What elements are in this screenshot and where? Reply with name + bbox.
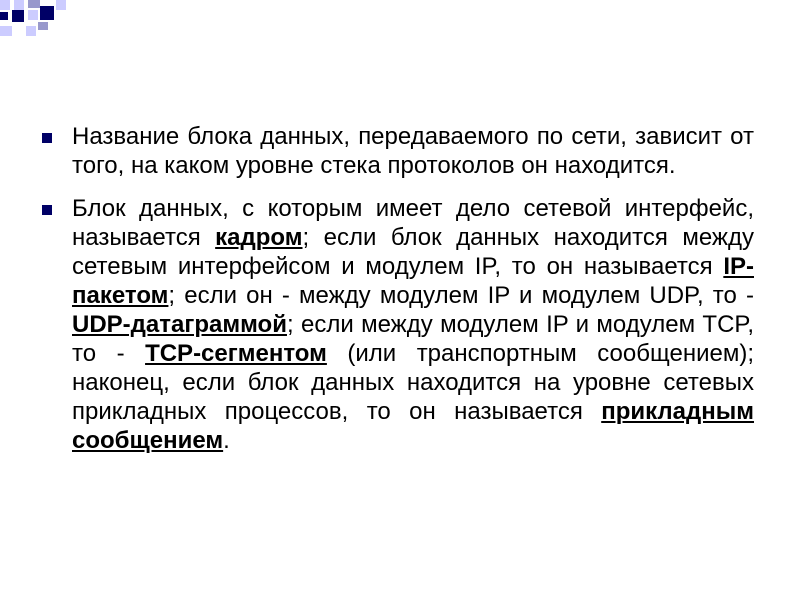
text-segment: ; если блок данных находится между сетевым интерфейсом и модулем IP, то он называется: [72, 224, 754, 280]
deco-square: [56, 0, 66, 10]
deco-square: [12, 10, 24, 22]
deco-square: [0, 0, 10, 10]
text-segment: (или транспортным сообщением); наконец, если блок данных находится на уровне сетевых прикладных процессов, то он называется: [72, 340, 754, 425]
term-highlight: кадром: [215, 224, 303, 251]
bullet-item: [40, 194, 754, 455]
slide-content: [40, 122, 754, 469]
deco-square: [40, 6, 54, 20]
bullet-text: [72, 195, 754, 454]
text-segment: ; если он - между модулем IP и модулем UDP, то -: [168, 282, 754, 309]
text-segment: Блок данных, с которым имеет дело сетевой интерфейс, называется: [72, 195, 754, 251]
text-segment: Название блока данных, передаваемого по сети, зависит от того, на каком уровне стека протоколов он находится.: [72, 123, 754, 179]
deco-square: [28, 0, 40, 8]
term-highlight: сообщением: [72, 427, 224, 454]
deco-square: [28, 10, 38, 20]
bullet-text: [72, 123, 754, 179]
deco-square: [0, 12, 8, 20]
bullet-item: [40, 122, 754, 180]
text-segment: .: [223, 427, 230, 454]
deco-square: [26, 26, 36, 36]
deco-square: [38, 22, 48, 30]
text-segment: ; если между модулем IP и модулем TCP, то -: [72, 311, 754, 367]
term-highlight: UDP-датаграммой: [72, 311, 287, 338]
bullet-square-icon: [42, 205, 52, 215]
deco-square: [14, 0, 24, 10]
bullet-square-icon: [42, 133, 52, 143]
term-highlight: прикладным: [601, 398, 754, 425]
term-highlight: TCP-сегментом: [145, 340, 327, 367]
deco-square: [0, 26, 12, 36]
term-highlight: IP-пакетом: [72, 253, 754, 309]
decorative-squares: [0, 0, 800, 60]
